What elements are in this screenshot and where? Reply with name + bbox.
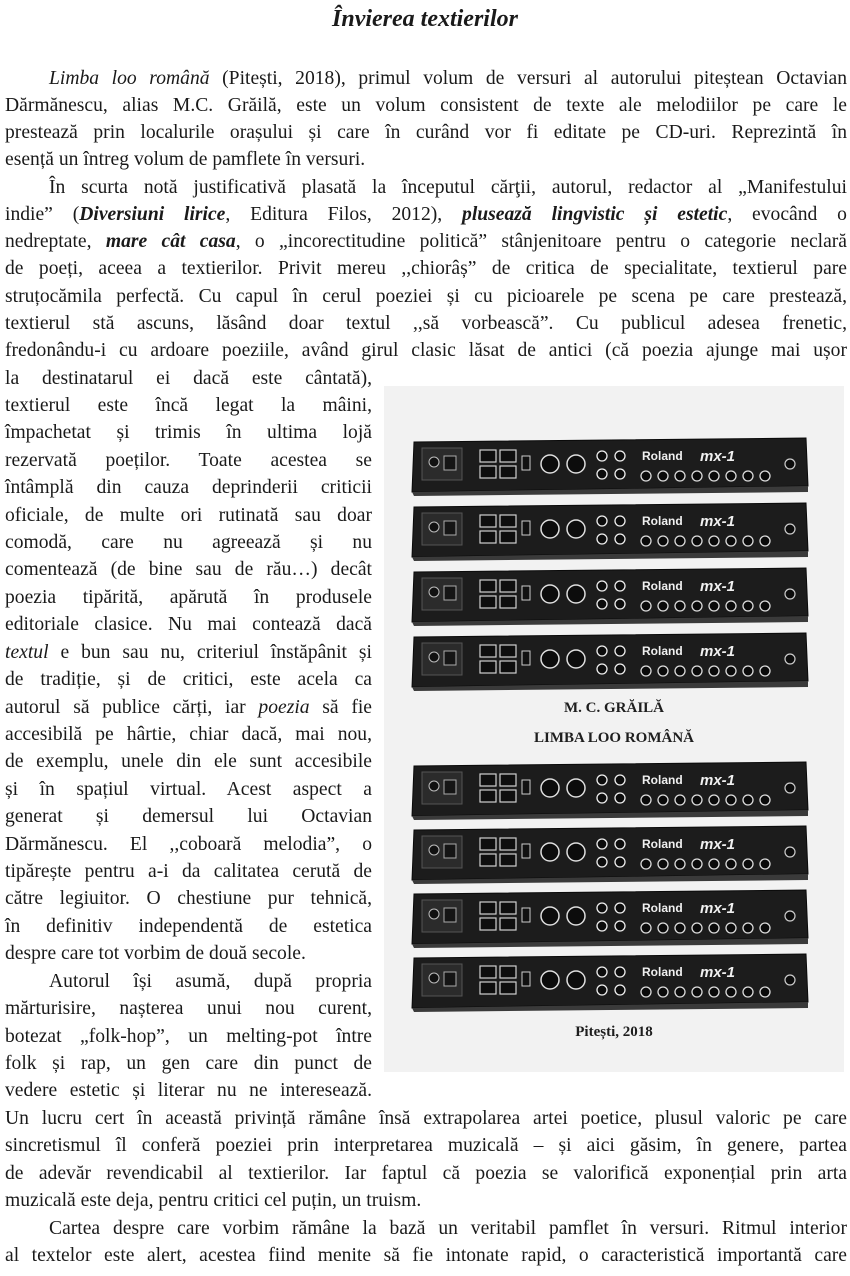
italic-text: mare cât casa	[105, 231, 236, 252]
cover-title: LIMBA LOO ROMÂNĂ	[533, 730, 694, 746]
book-cover-image	[384, 386, 844, 1072]
text-line: În scurta notă justificativă plasată la începutul cărţii, autorul, redactor al „Manifestului	[49, 177, 847, 198]
italic-text: Limba loo română	[49, 68, 210, 89]
text-line: mărturisire, nașterea unui nou curent,	[5, 998, 372, 1019]
text-line: textierul stă ascuns, lăsând doar textul ,,să vorbească”. Cu publicul adesea frenetic,	[5, 313, 847, 334]
text-line: fredonându-i cu ardoare poeziile, având girul clasic lăsat de antici (că poezia ajunge mai ușor	[5, 340, 847, 361]
text-line: botezat „folk-hop”, un melting-pot între	[5, 1026, 372, 1047]
text-line: prestează prin localurile orașului și care în curând vor fi editate pe CD-uri. Reprezintă în	[5, 122, 847, 143]
mixer-device-image	[410, 436, 810, 496]
text-line	[5, 230, 847, 254]
text-line: comentează (de bine sau de rău…) decât	[5, 559, 372, 580]
italic-text: plusează lingvistic și estetic	[462, 204, 728, 225]
text-line	[5, 203, 847, 227]
text-line	[5, 641, 372, 665]
text-line: textierul este încă legat la mâini,	[5, 395, 372, 416]
svg-text:Roland: Roland	[642, 579, 683, 593]
mixer-device-image	[410, 501, 810, 561]
text-span: e bun sau nu, criteriul înstăpânit și	[48, 642, 372, 663]
svg-text:mx-1: mx-1	[700, 836, 736, 853]
text-line: la destinatarul ei dacă este cântată),	[5, 368, 372, 389]
svg-text:mx-1: mx-1	[700, 578, 736, 595]
svg-text:Roland: Roland	[642, 965, 683, 979]
text-line: către legiuitor. O chestiune pur tehnică,	[5, 888, 372, 909]
svg-text:Roland: Roland	[642, 449, 683, 463]
text-line: accesibilă pe hârtie, chiar dacă, mai nou,	[5, 724, 372, 745]
text-line: și în spațiul virtual. Acest aspect a	[5, 779, 372, 800]
text-line: de tradiție, și de critici, este acela ca	[5, 669, 372, 690]
text-line: tipărește pentru a-i da calitatea cerută de	[5, 861, 372, 882]
mixer-device-image	[410, 888, 810, 948]
text-line: în definitiv independentă de estetica	[5, 916, 372, 937]
text-line: folk și rap, un gen care din punct de	[5, 1053, 372, 1074]
text-line: esență un întreg volum de pamflete în versuri.	[5, 149, 366, 170]
text-span: să fie	[309, 697, 372, 718]
text-line: Cartea despre care vorbim rămâne la bază un veritabil pamflet în versuri. Ritmul interior	[49, 1218, 847, 1239]
svg-text:Roland: Roland	[642, 837, 683, 851]
text-span: , evocând o	[727, 204, 847, 225]
svg-text:mx-1: mx-1	[700, 448, 736, 465]
text-line: Un lucru cert în această privință rămâne însă extrapolarea artei poetice, plusul valoric pe care	[5, 1108, 847, 1129]
svg-text:mx-1: mx-1	[700, 513, 736, 530]
italic-text: Diversiuni lirice	[79, 204, 226, 225]
text-line: oficiale, de multe ori rutinată sau doar	[5, 505, 372, 526]
text-line: editoriale clasice. Nu mai contează dacă	[5, 614, 372, 635]
text-line: Dărmănescu. El ,,coboară melodia”, o	[5, 834, 372, 855]
text-span: autorul să publice cărți, iar	[5, 697, 259, 718]
text-line: muzicală este deja, pentru critici cel puțin, un truism.	[5, 1190, 422, 1211]
text-line: rezervată poeților. Toate acestea se	[5, 450, 372, 471]
cover-place-year: Pitești, 2018	[575, 1024, 653, 1040]
mixer-device-image	[410, 952, 810, 1012]
mixer-device-image	[410, 824, 810, 884]
svg-text:mx-1: mx-1	[700, 772, 736, 789]
text-line: Autorul își asumă, după propria	[49, 971, 372, 992]
text-line: generat și demersul lui Octavian	[5, 806, 372, 827]
page-title: Învierea textierilor	[332, 6, 518, 32]
text-line: al textelor este alert, acestea fiind menite să fie intonate rapid, o caracteristică importantă care	[5, 1245, 847, 1266]
mixer-device-image	[410, 760, 810, 820]
svg-text:Roland: Roland	[642, 644, 683, 658]
text-line: împachetat și trimis în ultima lojă	[5, 422, 372, 443]
text-line: întâmplă din cauza deprinderii criticii	[5, 477, 372, 498]
svg-text:mx-1: mx-1	[700, 643, 736, 660]
text-line: despre care tot vorbim de două secole.	[5, 943, 306, 964]
mixer-device-image	[410, 566, 810, 626]
text-line: vedere estetic și literar nu ne interesează.	[5, 1080, 372, 1101]
svg-text:Roland: Roland	[642, 514, 683, 528]
svg-text:Roland: Roland	[642, 901, 683, 915]
svg-text:Roland: Roland	[642, 773, 683, 787]
text-line: de exemplu, unele din ele sunt accesibile	[5, 751, 372, 772]
text-span: nedreptate,	[5, 231, 106, 252]
svg-text:mx-1: mx-1	[700, 900, 736, 917]
italic-text: textul	[5, 642, 49, 663]
text-span: , Editura Filos, 2012),	[225, 204, 463, 225]
text-line: poezia tipărită, apărută în produsele	[5, 587, 372, 608]
text-line	[49, 67, 847, 91]
text-line: comodă, care nu agreează și nu	[5, 532, 372, 553]
text-line: de poeți, aceea a textierilor. Privit mereu ,,chiorâș” de critica de specialitate, textierul pare	[5, 258, 847, 279]
text-line: struțocămila perfectă. Cu capul în cerul poeziei și cu picioarele pe scena pe care prestează,	[5, 286, 847, 307]
text-span: indie” (	[5, 204, 80, 225]
mixer-device-image	[410, 631, 810, 691]
cover-author: M. C. GRĂILĂ	[564, 700, 664, 716]
text-line: de adevăr revendicabil al textierilor. Iar faptul că poezia se valorifică exponențial prin arta	[5, 1163, 847, 1184]
text-span: (Pitești, 2018), primul volum de versuri al autorului piteștean Octavian	[209, 68, 848, 89]
svg-text:mx-1: mx-1	[700, 964, 736, 981]
text-line	[5, 696, 372, 720]
text-line: Dărmănescu, alias M.C. Grăilă, este un volum consistent de texte ale melodiilor pe care le	[5, 95, 847, 116]
text-span: , o „incorectitudine politică” stânjenitoare pentru o categorie neclară	[235, 231, 847, 252]
italic-text: poezia	[258, 697, 310, 718]
text-line: sincretismul îl conferă poeziei prin interpretarea muzicală – și aici găsim, în genere, partea	[5, 1135, 847, 1156]
